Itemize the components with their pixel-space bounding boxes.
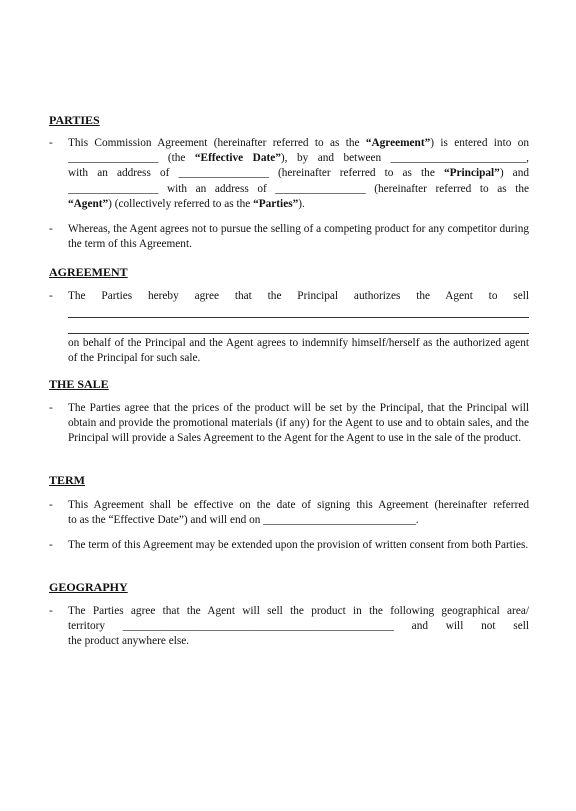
blank-line: [68, 320, 529, 334]
term-extension-text: The term of this Agreement may be extended upon the provision of written consent from both Parties.: [68, 539, 529, 551]
bullet-dash: -: [49, 137, 53, 149]
sale-text: The Parties agree that the prices of the product will be set by the Principal, that the Principal will obtain and provide the promotional materials (if any) for the Agent to use and to obtain sales, and the Principal will provide a Sales Agreement to the Agent for the Agent to use in the sale of the product.: [68, 402, 529, 445]
blank-line: [68, 304, 529, 318]
text-line: to as the “Effective Date”) and will end on ___________________________.: [68, 514, 419, 527]
geography-text: [68, 604, 529, 650]
heading-parties: PARTIES: [49, 113, 100, 127]
heading-geography: GEOGRAPHY: [49, 580, 128, 594]
bullet-dash: -: [49, 402, 53, 414]
text-line: This Commission Agreement (hereinafter referred to as the “Agreement”) is entered into on: [68, 137, 529, 149]
list-item-term-extension: [49, 538, 529, 553]
text-line: This Agreement shall be effective on the date of signing this Agreement (hereinafter referred: [68, 499, 529, 511]
text-line: The Parties agree that the Agent will sell the product in the following geographical area/: [68, 605, 529, 617]
parties-intro-text: [68, 136, 529, 212]
bullet-dash: -: [49, 605, 53, 617]
heading-agreement: AGREEMENT: [49, 265, 128, 279]
agreement-text: [68, 289, 529, 367]
text-line: the product anywhere else.: [68, 635, 190, 648]
list-item-parties-intro: [49, 136, 529, 212]
text-paragraph: on behalf of the Principal and the Agent agrees to indemnify himself/herself as the authorized agent of the Principal for such sale.: [68, 337, 529, 365]
text-line: with an address of ________________ (hereinafter referred to as the “Principal”) and: [68, 167, 529, 180]
text-line: The Parties hereby agree that the Principal authorizes the Agent to sell: [68, 290, 529, 302]
list-item-term-effective: [49, 498, 529, 528]
text-line: ________________ (the “Effective Date”), by and between ________________________,: [68, 152, 530, 165]
heading-the-sale: THE SALE: [49, 377, 109, 391]
bullet-dash: -: [49, 499, 53, 511]
term-effective-text: [68, 498, 529, 528]
text-line: territory ________________________________________________ and will not sell: [68, 620, 529, 633]
bullet-dash: -: [49, 223, 53, 235]
text-line: ________________ with an address of ________________ (hereinafter referred to as the: [68, 182, 529, 195]
list-item-agreement: [49, 289, 529, 367]
whereas-text: Whereas, the Agent agrees not to pursue the selling of a competing product for any competitor during the term of this Agreement.: [68, 223, 529, 251]
heading-term: TERM: [49, 473, 85, 487]
text-line: “Agent”) (collectively referred to as the “Parties”).: [68, 197, 305, 210]
list-item-whereas: [49, 222, 529, 252]
list-item-sale: [49, 401, 529, 447]
bullet-dash: -: [49, 539, 53, 551]
bullet-dash: -: [49, 290, 53, 302]
list-item-geography: [49, 604, 529, 650]
